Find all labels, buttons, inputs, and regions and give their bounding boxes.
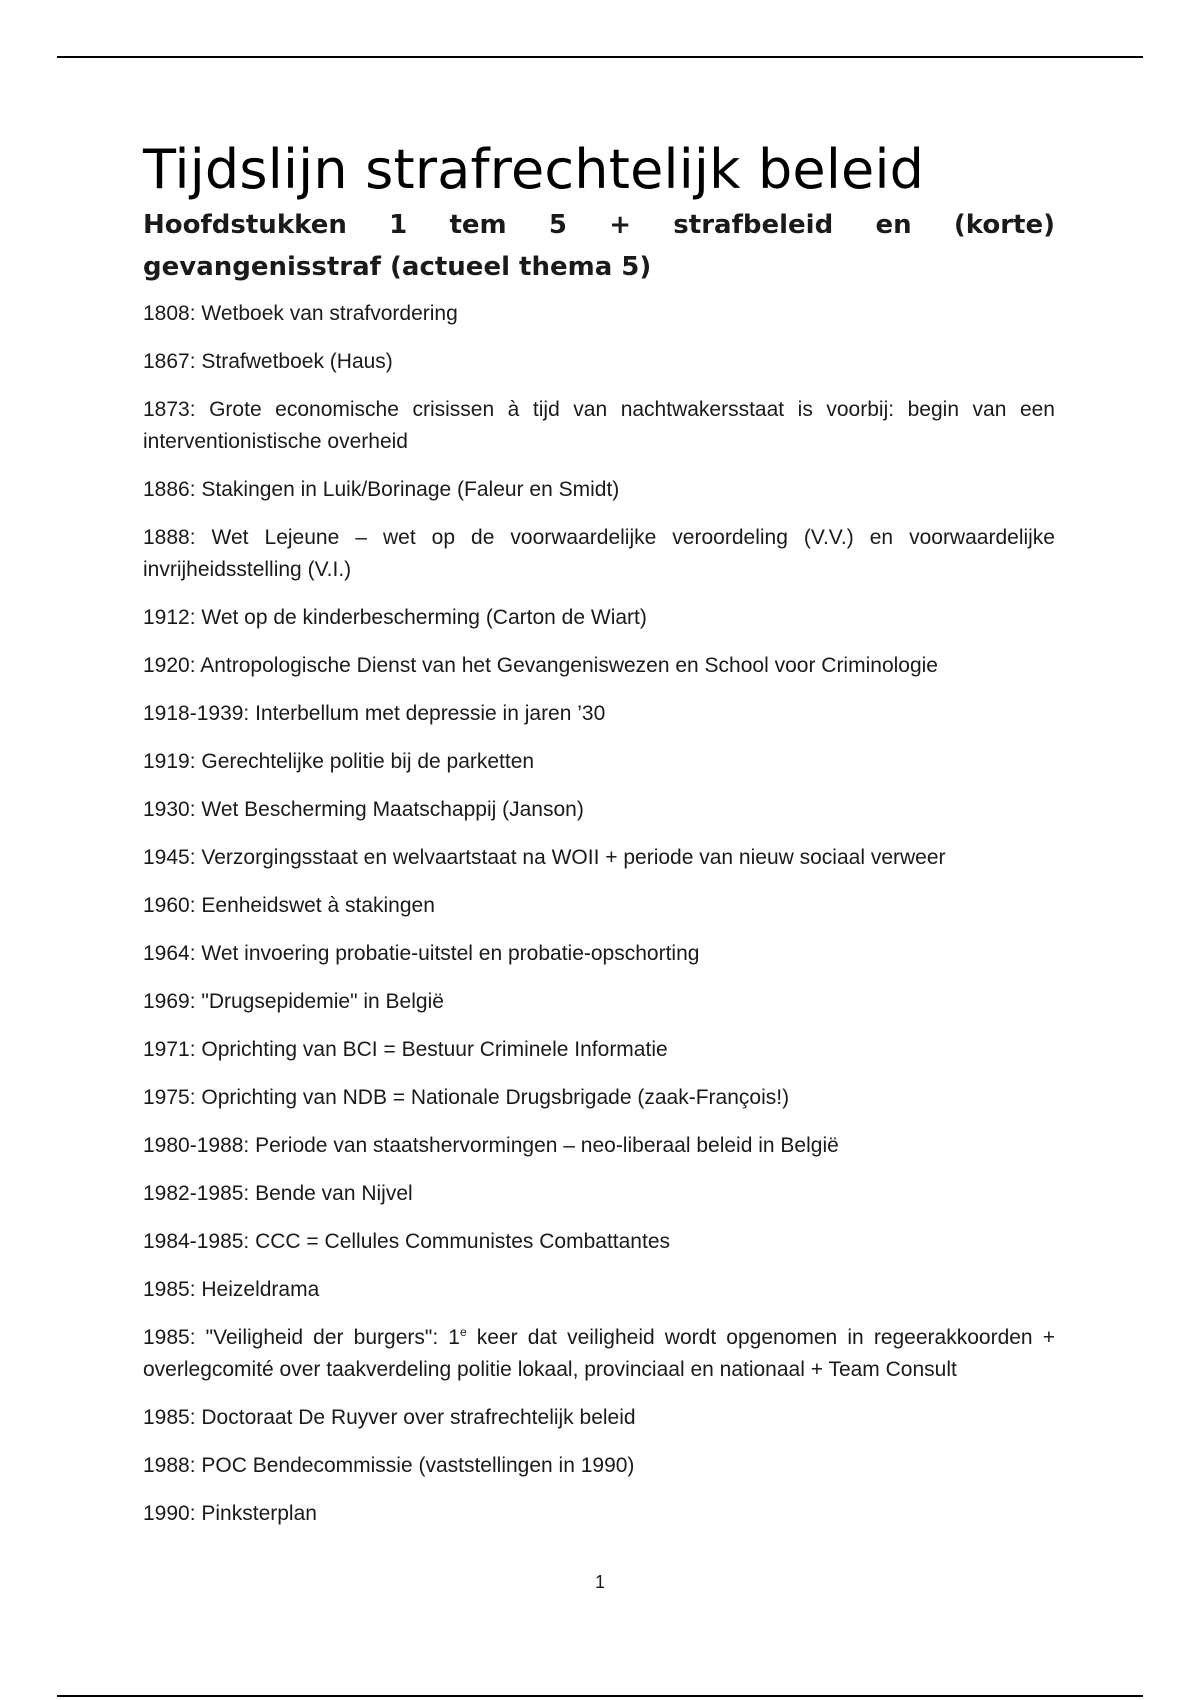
- document-body: [143, 136, 1055, 1546]
- timeline-entry: 1971: Oprichting van BCI = Bestuur Criminele Informatie: [143, 1038, 668, 1061]
- timeline-list: [143, 298, 1055, 1530]
- timeline-entry: 1982-1985: Bende van Nijvel: [143, 1182, 413, 1205]
- timeline-entry: [143, 1322, 1055, 1386]
- timeline-entry: 1960: Eenheidswet à stakingen: [143, 894, 435, 917]
- timeline-entry: 1808: Wetboek van strafvordering: [143, 302, 458, 325]
- timeline-entry: 1969: "Drugsepidemie" in België: [143, 990, 444, 1013]
- timeline-entry: 1985: Heizeldrama: [143, 1278, 320, 1301]
- timeline-entry: 1988: POC Bendecommissie (vaststellingen in 1990): [143, 1454, 635, 1477]
- timeline-entry: 1918-1939: Interbellum met depressie in jaren ’30: [143, 702, 606, 725]
- document-subtitle: Hoofdstukken 1 tem 5 + strafbeleid en (korte) gevangenisstraf (actueel thema 5): [143, 210, 1055, 282]
- document-title: Tijdslijn strafrechtelijk beleid: [143, 138, 925, 201]
- timeline-entry: 1984-1985: CCC = Cellules Communistes Combattantes: [143, 1230, 670, 1253]
- timeline-entry: 1975: Oprichting van NDB = Nationale Drugsbrigade (zaak-François!): [143, 1086, 790, 1109]
- timeline-entry: 1912: Wet op de kinderbescherming (Carton de Wiart): [143, 606, 647, 629]
- ordinal-superscript: e: [459, 1325, 467, 1339]
- page-number: 1: [594, 1572, 605, 1592]
- timeline-entry: 1990: Pinksterplan: [143, 1502, 317, 1525]
- footer-rule: [57, 1695, 1143, 1697]
- header-rule: [57, 56, 1143, 58]
- timeline-entry: 1873: Grote economische crisissen à tijd van nachtwakersstaat is voorbij: begin van een interventionistische overheid: [143, 398, 1055, 453]
- timeline-entry: 1945: Verzorgingsstaat en welvaartstaat na WOII + periode van nieuw sociaal verweer: [143, 846, 946, 869]
- timeline-entry: 1980-1988: Periode van staatshervormingen – neo-liberaal beleid in België: [143, 1134, 839, 1157]
- timeline-entry: 1919: Gerechtelijke politie bij de parketten: [143, 750, 535, 773]
- timeline-entry: 1888: Wet Lejeune – wet op de voorwaardelijke veroordeling (V.V.) en voorwaardelijke invrijheidsstelling (V.I.): [143, 526, 1055, 581]
- timeline-entry: 1867: Strafwetboek (Haus): [143, 350, 393, 373]
- timeline-entry: 1985: Doctoraat De Ruyver over strafrechtelijk beleid: [143, 1406, 636, 1429]
- timeline-entry-rest: keer dat veiligheid wordt opgenomen in regeerakkoorden + overlegcomité over taakverdeling politie lokaal, provinciaal en nationaal + Team Consult: [143, 1326, 1056, 1381]
- timeline-entry: 1920: Antropologische Dienst van het Gevangeniswezen en School voor Criminologie: [143, 654, 938, 677]
- timeline-entry-start: 1985: "Veiligheid der burgers": 1: [143, 1326, 460, 1349]
- timeline-entry: 1930: Wet Bescherming Maatschappij (Janson): [143, 798, 584, 821]
- timeline-entry: 1886: Stakingen in Luik/Borinage (Faleur en Smidt): [143, 478, 620, 501]
- timeline-entry: 1964: Wet invoering probatie-uitstel en probatie-opschorting: [143, 942, 700, 965]
